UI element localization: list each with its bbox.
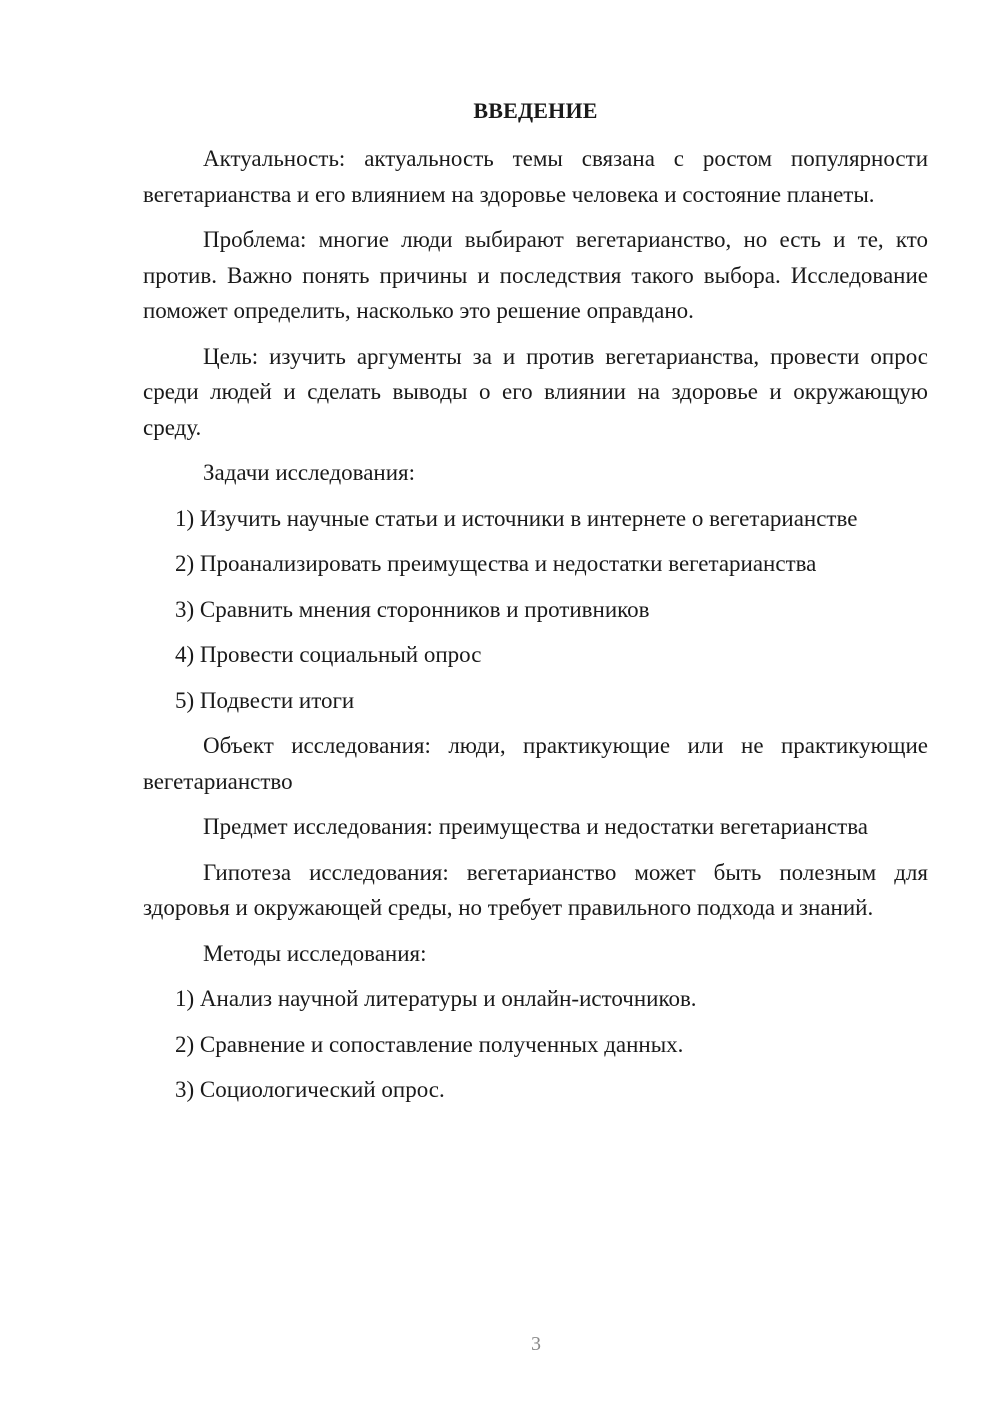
paragraph-relevance: Актуальность: актуальность темы связана с ростом популярности вегетарианства и его влиянием на здоровье человека и состояние планеты. (143, 146, 928, 207)
list-item: 4) Провести социальный опрос (175, 642, 482, 667)
tasks-heading: Задачи исследования: (203, 460, 416, 485)
paragraph-object: Объект исследования: люди, практикующие или не практикующие вегетарианство (143, 733, 928, 794)
list-item: 3) Социологический опрос. (175, 1077, 445, 1102)
methods-heading: Методы исследования: (203, 940, 427, 966)
methods-list (143, 981, 928, 1108)
list-item: 1) Анализ научной литературы и онлайн-источников. (175, 986, 697, 1011)
list-item: 1) Изучить научные статьи и источники в интернете о вегетарианстве (175, 505, 858, 531)
page-content (143, 95, 928, 1118)
paragraph-hypothesis: Гипотеза исследования: вегетарианство может быть полезным для здоровья и окружающей среды, но требует правильного подхода и знаний. (143, 859, 928, 920)
paragraph-problem: Проблема: многие люди выбирают вегетарианство, но есть и те, кто против. Важно понять причины и последствия такого выбора. Исследование поможет определить, насколько это решение оправдано. (143, 227, 928, 323)
section-title: ВВЕДЕНИЕ (473, 98, 598, 123)
paragraph-goal: Цель: изучить аргументы за и против вегетарианства, провести опрос среди людей и сделать выводы о его влиянии на здоровье и окружающую среду. (143, 343, 928, 440)
paragraph-subject: Предмет исследования: преимущества и недостатки вегетарианства (203, 814, 868, 839)
list-item: 2) Сравнение и сопоставление полученных данных. (175, 1031, 684, 1057)
list-item: 2) Проанализировать преимущества и недостатки вегетарианства (175, 551, 817, 576)
page-number: 3 (531, 1333, 541, 1355)
list-item: 3) Сравнить мнения сторонников и противников (175, 596, 650, 622)
tasks-list (143, 501, 928, 719)
list-item: 5) Подвести итоги (175, 687, 355, 713)
